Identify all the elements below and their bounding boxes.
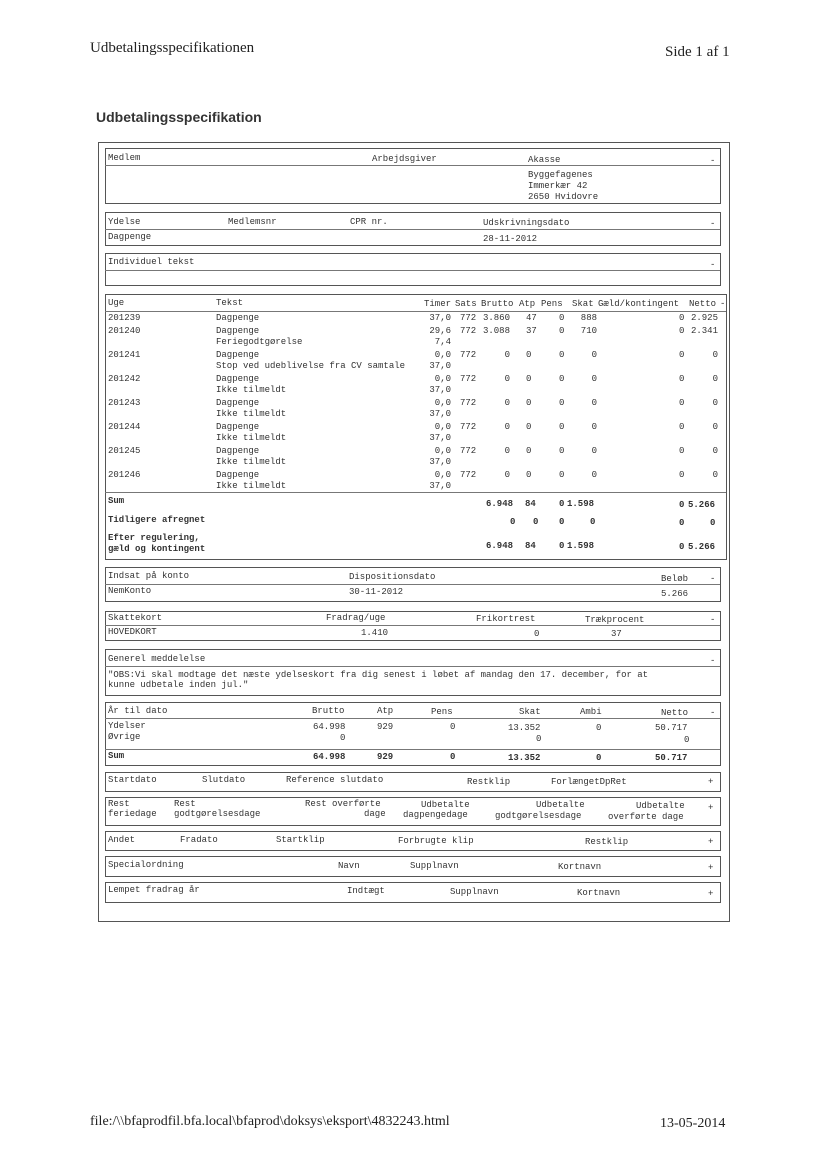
- week-brutto: 0: [504, 422, 510, 432]
- week-uge: 201242: [108, 374, 141, 384]
- ydelser-ambi: 0: [596, 723, 602, 733]
- tidligere-skat: 0: [590, 517, 596, 527]
- akasse-address-line: Byggefagenes: [528, 170, 593, 180]
- andet-restklip-label: Restklip: [585, 837, 629, 847]
- week-netto: 0: [712, 374, 718, 384]
- aar-sum-label: Sum: [108, 751, 125, 761]
- efter-pens: 0: [559, 541, 565, 551]
- footer-file-path[interactable]: file:/\\bfaprodfil.bfa.local\bfaprod\doksys\eksport\4832243.html: [90, 1114, 450, 1129]
- sum-gaeld: 0: [679, 500, 685, 510]
- week-skat: 0: [591, 470, 597, 480]
- week-pens: 0: [559, 470, 565, 480]
- col-header-atp: Atp: [519, 299, 536, 309]
- week-uge: 201245: [108, 446, 141, 456]
- week-skat: 710: [580, 326, 597, 336]
- week-gaeld: 0: [679, 313, 685, 323]
- rest-overforte-label: dage: [364, 809, 386, 819]
- sum-skat: 1.598: [567, 499, 595, 509]
- ovrige-skat: 0: [536, 734, 542, 744]
- fradrag-value: 1.410: [361, 628, 389, 638]
- week-brutto: 0: [504, 398, 510, 408]
- efter-label-line2: gæld og kontingent: [108, 544, 206, 554]
- week-timer: 0,0: [434, 350, 451, 360]
- week-gaeld: 0: [679, 470, 685, 480]
- udbetalte-dagpengedage-label: dagpengedage: [403, 810, 468, 820]
- akasse-address-line: Immerkær 42: [528, 181, 588, 191]
- aar-til-dato-section: [105, 702, 721, 766]
- efter-atp: 84: [525, 541, 536, 551]
- sum-brutto: 6.948: [486, 499, 514, 509]
- rest-expand-toggle[interactable]: +: [708, 803, 714, 813]
- section-divider: [105, 229, 720, 230]
- page-title: Udbetalingsspecifikation: [96, 109, 262, 125]
- aar-sum-pens: 0: [450, 752, 456, 762]
- week-tekst: Dagpenge: [216, 398, 260, 408]
- ovrige-label: Øvrige: [108, 732, 141, 742]
- ydelse-collapse-toggle[interactable]: -: [710, 219, 716, 229]
- udbetalte-overforte-label: Udbetalte: [636, 801, 685, 811]
- rest-feriedage-label: feriedage: [108, 809, 157, 819]
- akasse-label: Akasse: [528, 155, 561, 165]
- lempet-kortnavn-label: Kortnavn: [577, 888, 621, 898]
- week-timer: 0,0: [434, 470, 451, 480]
- week-netto: 0: [712, 422, 718, 432]
- week-skat: 0: [591, 398, 597, 408]
- week-gaeld: 0: [679, 422, 685, 432]
- ydelser-skat: 13.352: [508, 723, 541, 733]
- ovrige-netto: 0: [684, 735, 690, 745]
- indsat-collapse-toggle[interactable]: -: [710, 574, 716, 584]
- special-supplnavn-label: Supplnavn: [410, 861, 459, 871]
- week-netto: 0: [712, 446, 718, 456]
- week-timer: 7,4: [434, 337, 451, 347]
- col-header-netto: Netto: [689, 299, 717, 309]
- sum-label: Sum: [108, 496, 125, 506]
- week-pens: 0: [559, 374, 565, 384]
- aar-netto-header: Netto: [661, 708, 689, 718]
- tidligere-brutto: 0: [510, 517, 516, 527]
- cpr-label: CPR nr.: [350, 217, 388, 227]
- week-pens: 0: [559, 422, 565, 432]
- week-timer: 0,0: [434, 446, 451, 456]
- week-netto: 0: [712, 350, 718, 360]
- week-sats: 772: [460, 313, 477, 323]
- week-tekst: Ikke tilmeldt: [216, 433, 287, 443]
- sum-pens: 0: [559, 499, 565, 509]
- ydelse-value: Dagpenge: [108, 232, 152, 242]
- col-header-gaeld: Gæld/kontingent: [598, 299, 680, 309]
- footer-date: 13-05-2014: [660, 1116, 726, 1131]
- week-tekst: Dagpenge: [216, 470, 260, 480]
- fradrag-label: Fradrag/uge: [326, 613, 386, 623]
- aar-sum-skat: 13.352: [508, 753, 541, 763]
- week-netto: 2.925: [690, 313, 718, 323]
- akasse-address-line: 2650 Hvidovre: [528, 192, 599, 202]
- week-uge: 201246: [108, 470, 141, 480]
- week-timer: 0,0: [434, 422, 451, 432]
- week-pens: 0: [559, 313, 565, 323]
- week-timer: 37,0: [429, 313, 451, 323]
- section-divider: [105, 749, 720, 750]
- week-timer: 37,0: [429, 361, 451, 371]
- tidligere-atp: 0: [533, 517, 539, 527]
- table-sum-divider: [105, 492, 726, 493]
- week-atp: 0: [526, 446, 532, 456]
- udbetalte-godtgorelse-label: Udbetalte: [536, 800, 585, 810]
- table-header-divider: [105, 311, 726, 312]
- week-pens: 0: [559, 446, 565, 456]
- week-tekst: Stop ved udeblivelse fra CV samtale: [216, 361, 406, 371]
- week-gaeld: 0: [679, 374, 685, 384]
- andet-expand-toggle[interactable]: +: [708, 837, 714, 847]
- efter-brutto: 6.948: [486, 541, 514, 551]
- week-sats: 772: [460, 326, 477, 336]
- week-brutto: 0: [504, 446, 510, 456]
- belob-value: 5.266: [661, 589, 689, 599]
- aar-atp-header: Atp: [377, 706, 394, 716]
- section-divider: [105, 625, 720, 626]
- ovrige-brutto: 0: [340, 733, 346, 743]
- tidligere-label: Tidligere afregnet: [108, 515, 206, 525]
- week-brutto: 0: [504, 350, 510, 360]
- aar-pens-header: Pens: [431, 707, 453, 717]
- medlemsnr-label: Medlemsnr: [228, 217, 277, 227]
- section-divider: [105, 165, 720, 166]
- header-left: Udbetalingsspecifikationen: [90, 40, 255, 56]
- udbetalte-dagpengedage-label: Udbetalte: [421, 800, 470, 810]
- fradato-label: Fradato: [180, 835, 218, 845]
- week-sats: 772: [460, 470, 477, 480]
- section-divider: [105, 666, 720, 667]
- rest-godtgorelse-label: godtgørelsesdage: [174, 809, 261, 819]
- sum-netto: 5.266: [688, 500, 716, 510]
- week-uge: 201239: [108, 313, 141, 323]
- week-atp: 0: [526, 422, 532, 432]
- efter-skat: 1.598: [567, 541, 595, 551]
- week-netto: 0: [712, 470, 718, 480]
- tidligere-gaeld: 0: [679, 518, 685, 528]
- week-tekst: Feriegodtgørelse: [216, 337, 303, 347]
- medlem-label: Medlem: [108, 153, 141, 163]
- section-divider: [105, 718, 720, 719]
- week-uge: 201241: [108, 350, 141, 360]
- sum-atp: 84: [525, 499, 536, 509]
- aar-sum-netto: 50.717: [655, 753, 688, 763]
- dispositionsdato-label: Dispositionsdato: [349, 572, 436, 582]
- belob-label: Beløb: [661, 574, 689, 584]
- special-kortnavn-label: Kortnavn: [558, 862, 602, 872]
- traekprocent-value: 37: [611, 629, 622, 639]
- individuel-tekst-label: Individuel tekst: [108, 257, 195, 267]
- lempet-supplnavn-label: Supplnavn: [450, 887, 499, 897]
- col-header-pens: Pens: [541, 299, 563, 309]
- ydelser-netto: 50.717: [655, 723, 688, 733]
- forbrugte-klip-label: Forbrugte klip: [398, 836, 474, 846]
- andet-label: Andet: [108, 835, 136, 845]
- week-gaeld: 0: [679, 350, 685, 360]
- ydelser-atp: 929: [377, 722, 394, 732]
- startklip-label: Startklip: [276, 835, 325, 845]
- udskrivningsdato-value: 28-11-2012: [483, 234, 538, 244]
- startdato-section[interactable]: [105, 772, 721, 792]
- udbetalte-godtgorelse-label: godtgørelsesdage: [495, 811, 582, 821]
- ydelser-brutto: 64.998: [313, 722, 346, 732]
- week-tekst: Ikke tilmeldt: [216, 409, 287, 419]
- skattekort-collapse-toggle[interactable]: -: [710, 615, 716, 625]
- medlem-collapse-toggle[interactable]: -: [710, 156, 716, 166]
- aar-label: År til dato: [108, 706, 168, 716]
- week-sats: 772: [460, 398, 477, 408]
- week-atp: 0: [526, 398, 532, 408]
- frikortrest-value: 0: [534, 629, 540, 639]
- week-gaeld: 0: [679, 446, 685, 456]
- weeks-collapse-toggle[interactable]: -: [720, 299, 726, 309]
- col-header-uge: Uge: [108, 298, 125, 308]
- week-netto: 2.341: [690, 326, 718, 336]
- week-pens: 0: [559, 350, 565, 360]
- week-sats: 772: [460, 350, 477, 360]
- skattekort-label: Skattekort: [108, 613, 163, 623]
- week-timer: 37,0: [429, 433, 451, 443]
- arbejdsgiver-label: Arbejdsgiver: [372, 154, 437, 164]
- week-uge: 201240: [108, 326, 141, 336]
- week-atp: 37: [526, 326, 537, 336]
- individuel-collapse-toggle[interactable]: -: [710, 260, 716, 270]
- week-brutto: 3.088: [482, 326, 510, 336]
- week-tekst: Dagpenge: [216, 422, 260, 432]
- week-timer: 0,0: [434, 374, 451, 384]
- week-skat: 0: [591, 350, 597, 360]
- section-divider: [105, 584, 720, 585]
- week-sats: 772: [460, 374, 477, 384]
- col-header-skat: Skat: [572, 299, 594, 309]
- section-divider: [105, 270, 720, 271]
- week-atp: 47: [526, 313, 537, 323]
- special-navn-label: Navn: [338, 861, 360, 871]
- frikortrest-label: Frikortrest: [476, 614, 536, 624]
- efter-gaeld: 0: [679, 542, 685, 552]
- week-skat: 0: [591, 422, 597, 432]
- ydelse-label: Ydelse: [108, 217, 141, 227]
- tidligere-pens: 0: [559, 517, 565, 527]
- col-header-sats: Sats: [455, 299, 477, 309]
- special-expand-toggle[interactable]: +: [708, 863, 714, 873]
- week-skat: 0: [591, 446, 597, 456]
- forlaenget-label: ForlængetDpRet: [551, 777, 627, 787]
- week-tekst: Dagpenge: [216, 374, 260, 384]
- week-timer: 37,0: [429, 481, 451, 491]
- ydelser-pens: 0: [450, 722, 456, 732]
- week-tekst: Ikke tilmeldt: [216, 457, 287, 467]
- week-tekst: Dagpenge: [216, 350, 260, 360]
- konto-value: NemKonto: [108, 586, 152, 596]
- week-brutto: 0: [504, 374, 510, 384]
- week-skat: 0: [591, 374, 597, 384]
- col-header-tekst: Tekst: [216, 298, 244, 308]
- week-skat: 888: [580, 313, 597, 323]
- generel-message-line1: "OBS:Vi skal modtage det næste ydelseskort fra dig senest i løbet af mandag den 17. december, for at: [108, 670, 649, 680]
- indtaegt-label: Indtægt: [347, 886, 385, 896]
- slutdato-label: Slutdato: [202, 775, 246, 785]
- col-header-timer: Timer: [424, 299, 452, 309]
- specialordning-label: Specialordning: [108, 860, 184, 870]
- reference-slutdato-label: Reference slutdato: [286, 775, 384, 785]
- generel-collapse-toggle[interactable]: -: [710, 656, 716, 666]
- indsat-label: Indsat på konto: [108, 571, 190, 581]
- week-gaeld: 0: [679, 326, 685, 336]
- tidligere-netto: 0: [710, 518, 716, 528]
- aar-ambi-header: Ambi: [580, 707, 602, 717]
- restklip-label: Restklip: [467, 777, 511, 787]
- week-brutto: 3.860: [482, 313, 510, 323]
- aar-sum-brutto: 64.998: [313, 752, 346, 762]
- efter-label-line1: Efter regulering,: [108, 533, 200, 543]
- rest-feriedage-label: Rest: [108, 799, 130, 809]
- week-atp: 0: [526, 350, 532, 360]
- week-timer: 37,0: [429, 385, 451, 395]
- startdato-expand-toggle[interactable]: +: [708, 777, 714, 787]
- col-header-brutto: Brutto: [481, 299, 514, 309]
- week-uge: 201243: [108, 398, 141, 408]
- lempet-label: Lempet fradrag år: [108, 885, 200, 895]
- week-gaeld: 0: [679, 398, 685, 408]
- week-sats: 772: [460, 446, 477, 456]
- lempet-expand-toggle[interactable]: +: [708, 889, 714, 899]
- udskrivningsdato-label: Udskrivningsdato: [483, 218, 570, 228]
- week-timer: 37,0: [429, 409, 451, 419]
- header-page-number: Side 1 af 1: [665, 44, 730, 60]
- aar-sum-atp: 929: [377, 752, 394, 762]
- aar-collapse-toggle[interactable]: -: [710, 708, 716, 718]
- week-tekst: Dagpenge: [216, 313, 260, 323]
- skattekort-kort: HOVEDKORT: [108, 627, 157, 637]
- traekprocent-label: Trækprocent: [585, 615, 645, 625]
- aar-brutto-header: Brutto: [312, 706, 345, 716]
- ydelser-label: Ydelser: [108, 721, 146, 731]
- week-tekst: Dagpenge: [216, 446, 260, 456]
- efter-netto: 5.266: [688, 542, 716, 552]
- aar-sum-ambi: 0: [596, 753, 602, 763]
- udbetalte-overforte-label: overførte dage: [608, 812, 684, 822]
- week-netto: 0: [712, 398, 718, 408]
- week-brutto: 0: [504, 470, 510, 480]
- aar-skat-header: Skat: [519, 707, 541, 717]
- week-pens: 0: [559, 326, 565, 336]
- rest-overforte-label: Rest overførte: [305, 799, 381, 809]
- generel-label: Generel meddelelse: [108, 654, 206, 664]
- dispositionsdato-value: 30-11-2012: [349, 587, 404, 597]
- week-pens: 0: [559, 398, 565, 408]
- week-tekst: Dagpenge: [216, 326, 260, 336]
- week-atp: 0: [526, 470, 532, 480]
- startdato-label: Startdato: [108, 775, 157, 785]
- week-timer: 29,6: [429, 326, 451, 336]
- week-tekst: Ikke tilmeldt: [216, 481, 287, 491]
- week-timer: 37,0: [429, 457, 451, 467]
- week-timer: 0,0: [434, 398, 451, 408]
- week-tekst: Ikke tilmeldt: [216, 385, 287, 395]
- generel-message-line2: kunne udbetale inden jul.": [108, 680, 249, 690]
- rest-godtgorelse-label: Rest: [174, 799, 196, 809]
- week-sats: 772: [460, 422, 477, 432]
- week-atp: 0: [526, 374, 532, 384]
- week-uge: 201244: [108, 422, 141, 432]
